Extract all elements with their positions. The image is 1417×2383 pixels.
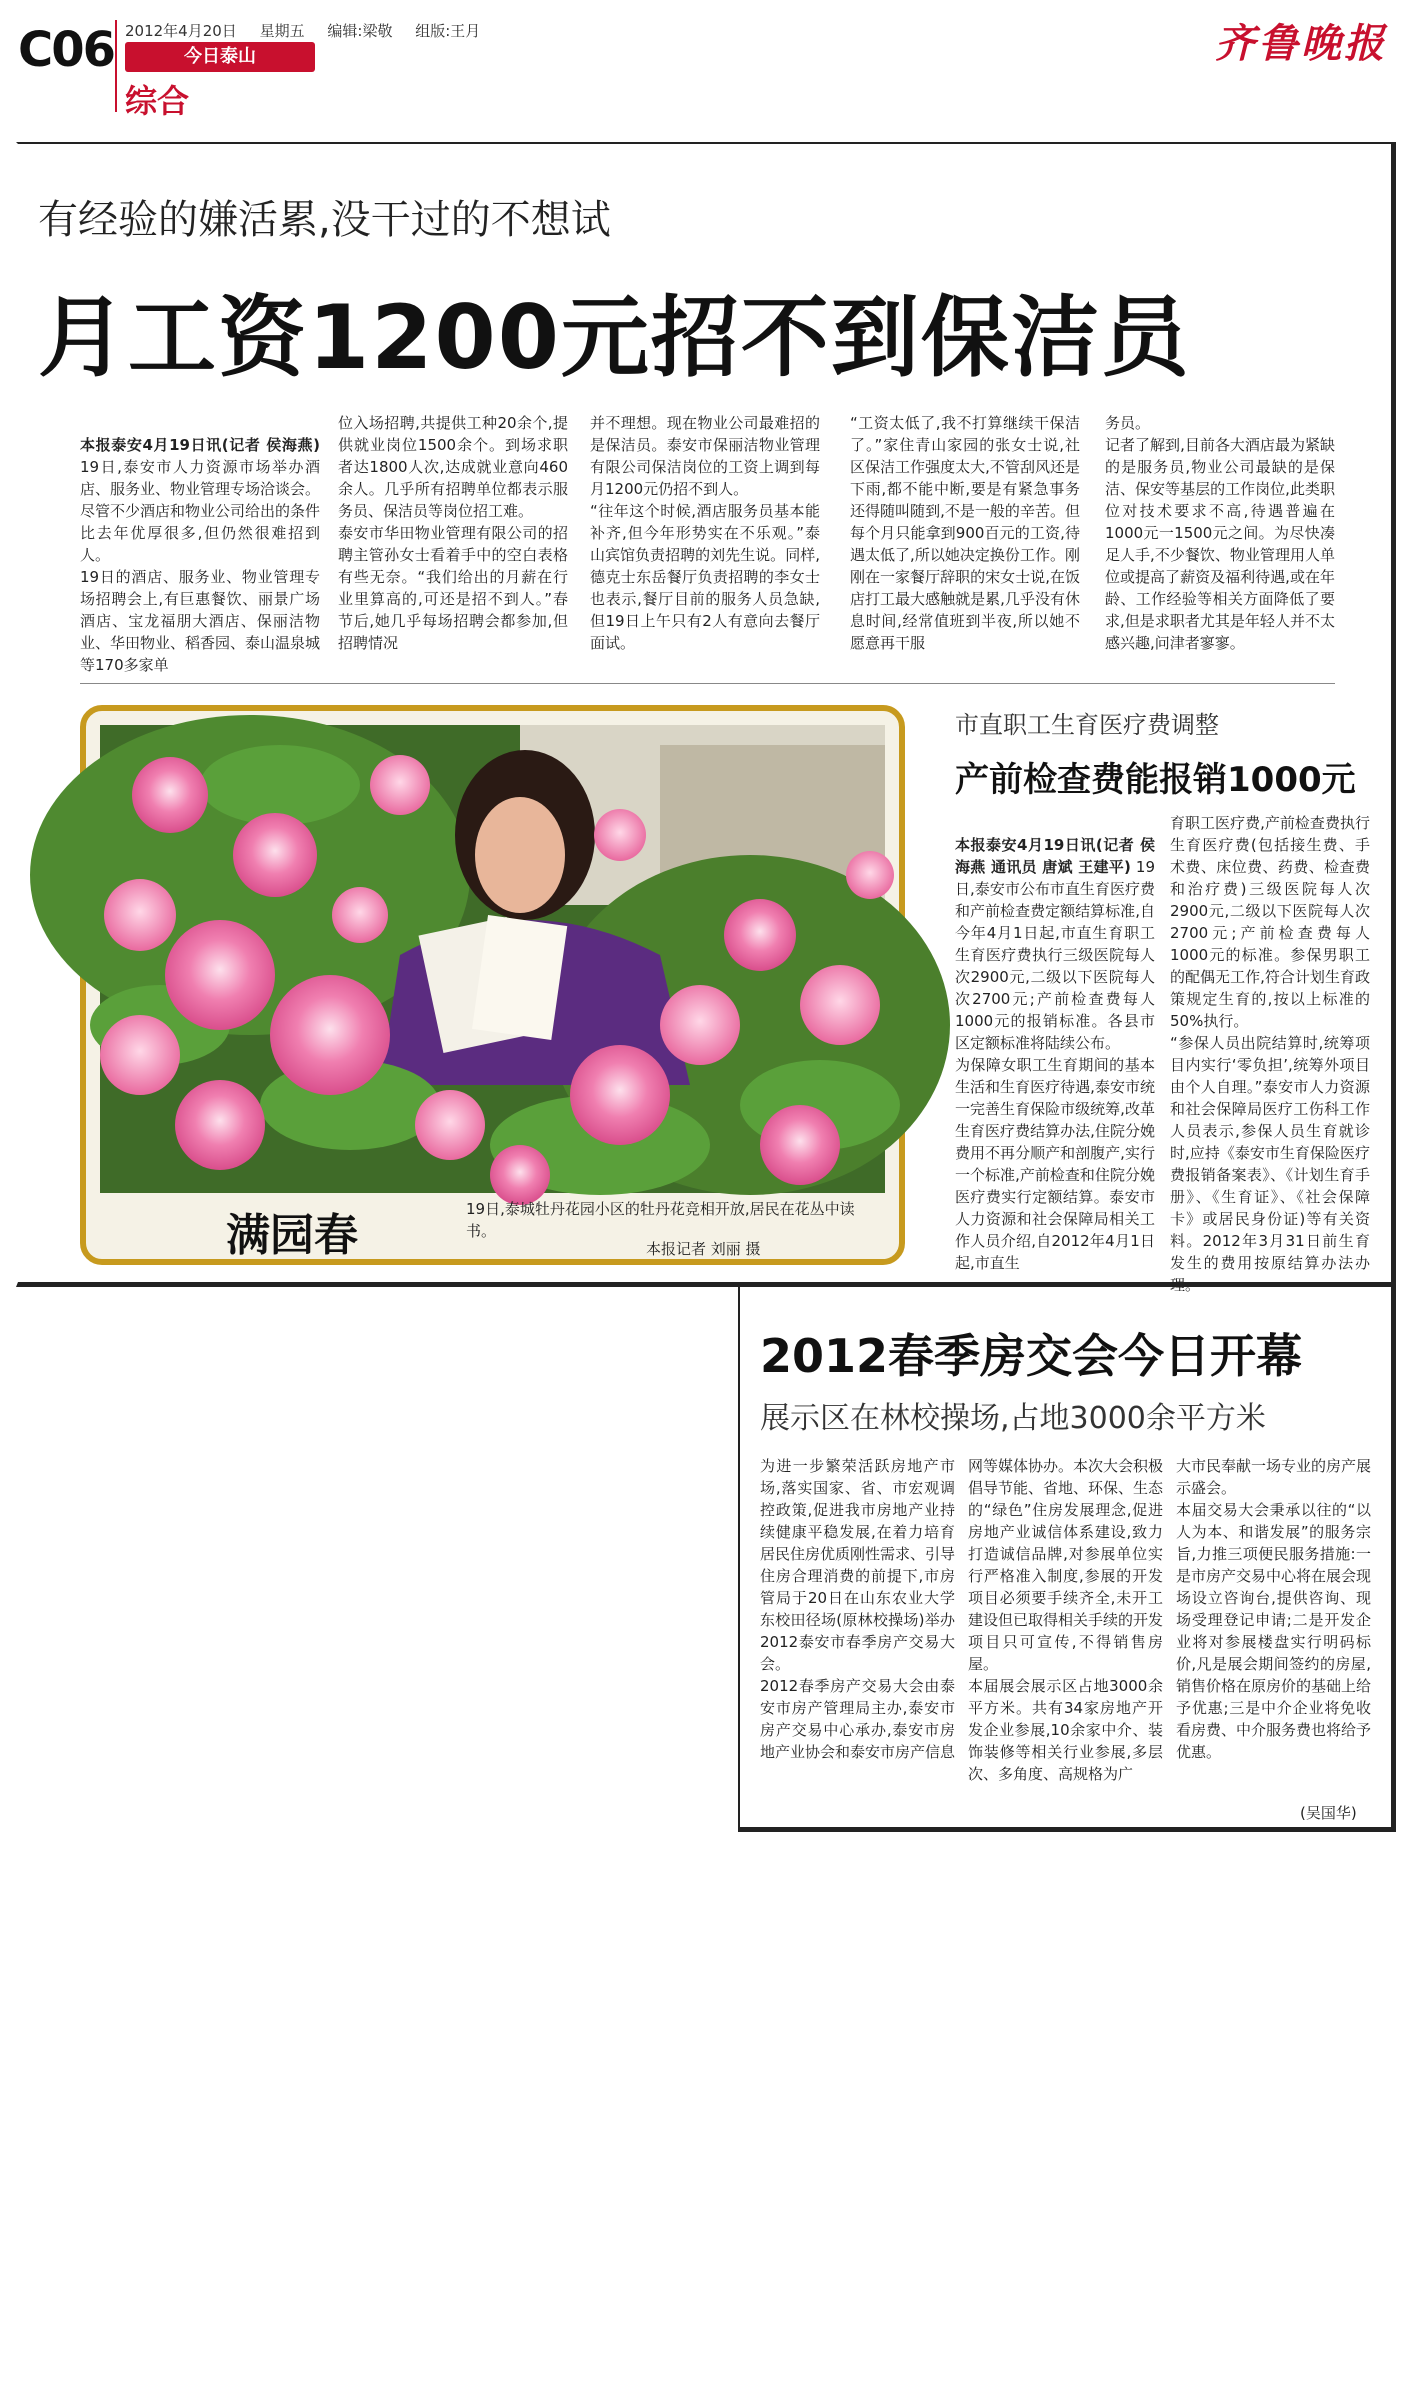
story3-column-2: 网等媒体协办。本次大会积极倡导节能、省地、环保、生态的“绿色”住房发展理念,促进房地产业诚信体系建设,致力打造诚信品牌,对参展单位实行严格准入制度,参展的开发项目必须要手续齐全,未开工建设但已取得相关手续的开发项目只可宣传,不得销售房屋。 本届展会展示区占地3000余平方米。共有34家房地产开发企业参展,10余家中介、装饰装修等相关行业参展,多层次、多角度、高规格为广 (968, 1457, 1164, 1783)
story-divider (80, 683, 1335, 684)
story2-kicker: 市直职工生育医疗费调整 (955, 711, 1219, 739)
issue-weekday: 星期五 (259, 22, 305, 40)
header-divider (115, 20, 117, 112)
story3-column-1: 为进一步繁荣活跃房地产市场,落实国家、省、市宏观调控政策,促进我市房地产业持续健康平稳发展,在着力培育居民住房优质刚性需求、引导住房合理消费的前提下,市房管局于20日在山东农业大学东校田径场(原林校操场)举办2012泰安市春季房产交易大会。 2012春季房产交易大会由泰安市房产管理局主办,泰安市房产交易中心承办,泰安市房地产业协会和泰安市房产信息 (760, 1457, 956, 1761)
story2-headline: 产前检查费能报销1000元 (955, 760, 1356, 800)
story3-byline: (吴国华) (1300, 1804, 1357, 1822)
story1-column-1 (80, 412, 321, 674)
story2-column-1 (955, 812, 1155, 1282)
issue-date: 2012年4月20日 (125, 22, 237, 40)
story1-column-2: 位入场招聘,共提供工种20余个,提供就业岗位1500余个。到场求职者达1800人次,达成就业意向460余人。几乎所有招聘单位都表示服务员、保洁员等岗位招工难。 泰安市华田物业管理有限公司的招聘主管孙女士看着手中的空白表格有些无奈。“我们给出的月薪在行业里算高的,可还是招不到人。”春节后,她几乎每场招聘会都参加,但招聘情况 (338, 414, 568, 652)
story1-column-3: 并不理想。现在物业公司最难招的是保洁员。泰安市保丽洁物业管理有限公司保洁岗位的工资上调到每月1200元仍招不到人。 “往年这个时候,酒店服务员基本能补齐,但今年形势实在不乐观。”泰山宾馆负责招聘的刘先生说。同样,德克士东岳餐厅负责招聘的李女士也表示,餐厅目前的服务人员急缺,但19日上午只有2人有意向去餐厅面试。 (590, 414, 820, 652)
photo-credit: 本报记者 刘丽 摄 (646, 1240, 761, 1258)
section-tag: 今日泰山 (125, 42, 315, 72)
story2-col1-text: 19日,泰安市公布市直生育医疗费和产前检查费定额结算标准,自今年4月1日起,市直生育职工生育医疗费执行三级医院每人次2900元,二级以下医院每人次2700元;产前检查费每人1000元的报销标准。各县市区定额标准将陆续公布。 为保障女职工生育期间的基本生活和生育医疗待遇,泰安市统一完善生育保险市级统筹,改革生育医疗费结算办法,住院分娩费用不再分顺产和剖腹产,实行一个标准,产前检查和住院分娩医疗费实行定额结算。泰安市人力资源和社会保障局相关工作人员介绍,自2012年4月1日起,市直生 (955, 858, 1155, 1272)
story2-column-2: 育职工医疗费,产前检查费执行生育医疗费(包括接生费、手术费、床位费、药费、检查费和治疗费)三级医院每人次2900元,二级以下医院每人次2700元;产前检查费每人1000元的标准。参保男职工的配偶无工作,符合计划生育政策规定生育的,按以上标准的50%执行。 “参保人员出院结算时,统筹项目内实行‘零负担’,统筹外项目由个人自理。”泰安市人力资源和社会保障局医疗工伤科工作人员表示,参保人员生育就诊时,应持《泰安市生育保险医疗费报销备案表》、《计划生育手册》、《生育证》、《社会保障卡》或居民身份证)等有关资料。2012年3月31日前生育发生的费用按原结算办法办理。 (1170, 814, 1370, 1294)
photo-reading-among-peonies (100, 725, 885, 1193)
story1-headline: 月工资1200元招不到保洁员 (38, 286, 1191, 389)
story1-lead: 本报泰安4月19日讯(记者 侯海燕) (80, 436, 320, 454)
story3-headline: 2012春季房交会今日开幕 (760, 1329, 1303, 1383)
story3-column-3: 大市民奉献一场专业的房产展示盛会。 本届交易大会秉承以往的“以人为本、和谐发展”的服务宗旨,力推三项便民服务措施:一是市房产交易中心将在展会现场设立咨询台,提供咨询、现场受理登记申请;二是开发企业将对参展楼盘实行明码标价,凡是展会期间签约的房屋,销售价格在原房价的基础上给予优惠;三是中介企业将免收看房费、中介服务费也将给予优惠。 (1176, 1457, 1372, 1761)
story1-kicker: 有经验的嫌活累,没干过的不想试 (38, 197, 611, 243)
page-number: C06 (18, 22, 115, 78)
story1-column-4: “工资太低了,我不打算继续干保洁了。”家住青山家园的张女士说,社区保洁工作强度太大,不管刮风还是下雨,都不能中断,要是有紧急事务还得随叫随到,不是一般的辛苦。但每个月只能拿到900百元的工资,待遇太低了,所以她决定换份工作。刚刚在一家餐厅辞职的宋女士说,在饭店打工最大感触就是累,几乎没有休息时间,经常值班到半夜,所以她不愿意再干服 (850, 414, 1080, 652)
header-meta (125, 20, 498, 41)
story3-subhead: 展示区在林校操场,占地3000余平方米 (760, 1401, 1266, 1436)
layout-credit: 组版:王月 (415, 22, 481, 40)
newspaper-masthead: 齐鲁晚报 (1215, 20, 1387, 67)
section-title: 综合 (125, 82, 190, 120)
photo-title: 满园春 (226, 1210, 358, 1261)
story2-lead: 本报泰安4月19日讯(记者 侯海燕 通讯员 唐斌 王建平) (955, 836, 1155, 876)
photo-frame (80, 705, 905, 1265)
editor-credit: 编辑:梁敬 (327, 22, 393, 40)
photo-caption: 19日,泰城牡丹花园小区的牡丹花竞相开放,居民在花丛中读书。 (466, 1200, 855, 1240)
story1-column-5: 务员。 记者了解到,目前各大酒店最为紧缺的是服务员,物业公司最缺的是保洁、保安等基层的工作岗位,此类职位对技术要求不高,待遇普遍在1000元一1500元之间。为尽快凑足人手,不少餐饮、物业管理用人单位或提高了薪资及福利待遇,或在年龄、工作经验等相关方面降低了要求,但是求职者尤其是年轻人并不太感兴趣,问津者寥寥。 (1105, 414, 1335, 652)
story1-col1-text: 19日,泰安市人力资源市场举办酒店、服务业、物业管理专场洽谈会。尽管不少酒店和物业公司给出的条件比去年优厚很多,但仍然很难招到人。 19日的酒店、服务业、物业管理专场招聘会上,有巨惠餐饮、丽景广场酒店、宝龙福朋大酒店、保丽洁物业、华田物业、稻香园、泰山温泉城等170多家单 (80, 458, 321, 674)
